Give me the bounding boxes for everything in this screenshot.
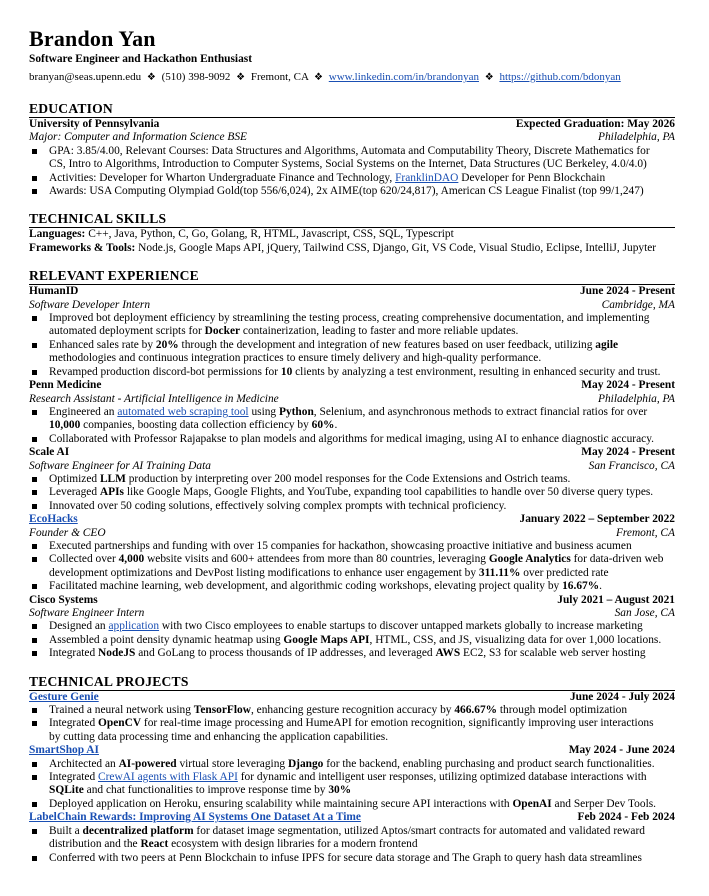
dates: January 2022 – September 2022 bbox=[519, 513, 675, 526]
job-location: Cambridge, MA bbox=[601, 298, 675, 311]
list-item: Optimized LLM production by interpreting over 200 model responses for the Code Extensions and Ostrich teams. bbox=[29, 473, 675, 486]
list-item: Collected over 4,000 website visits and 600+ attendees from more than 80 countries, leveraging Google Analytics for data-driven web development optimizations and DevPost listing modifications to enhance user engagement by 311.11% over predicted rate bbox=[29, 553, 675, 580]
experience-entry-cisco bbox=[29, 594, 675, 661]
education-school-row bbox=[29, 118, 675, 131]
graduation-date: Expected Graduation: May 2026 bbox=[515, 118, 675, 130]
dates: May 2024 - Present bbox=[581, 379, 675, 392]
job-location: Fremont, CA bbox=[615, 526, 675, 539]
list-item: Assembled a point density dynamic heatmap using Google Maps API, HTML, CSS, and JS, visualizing data for over 1,000 locations. bbox=[29, 634, 675, 647]
list-item: Designed an application with two Cisco employees to enable startups to discover untapped markets globally to increase marketing bbox=[29, 620, 675, 633]
candidate-name: Brandon Yan bbox=[29, 26, 156, 51]
projects-section bbox=[29, 675, 675, 865]
company-name: Penn Medicine bbox=[29, 379, 102, 392]
frameworks-line: Frameworks & Tools: Node.js, Google Maps API, jQuery, Tailwind CSS, Django, Git, VS Code, Visual Studio, Eclipse, IntelliJ, Jupyter bbox=[29, 241, 657, 254]
phone: (510) 398-9092 bbox=[161, 71, 231, 83]
company-name: Cisco Systems bbox=[29, 593, 98, 606]
tagline: Software Engineer and Hackathon Enthusiast bbox=[29, 53, 253, 65]
list-item: Architected an AI-powered virtual store leveraging Django for the backend, enabling purchasing and product search functionalities. bbox=[29, 758, 675, 771]
languages-line: Languages: C++, Java, Python, C, Go, Golang, R, HTML, Javascript, CSS, SQL, Typescript bbox=[29, 228, 454, 241]
list-item: Enhanced sales rate by 20% through the development and integration of new features based on user feedback, utilizing agile methodologies and continuous integration practices to ensure timely delivery and high-quality performance. bbox=[29, 339, 675, 366]
dates: Feb 2024 - Feb 2024 bbox=[577, 811, 675, 824]
education-major-row bbox=[29, 131, 675, 144]
experience-entry-ecohacks bbox=[29, 513, 675, 593]
experience-entry-penn bbox=[29, 379, 675, 446]
dates: May 2024 - June 2024 bbox=[568, 744, 675, 757]
project-entry-smartshop bbox=[29, 744, 675, 811]
list-item: Conferred with two peers at Penn Blockchain to infuse IPFS for secure data storage and The Graph to query hash data streamlines bbox=[29, 852, 675, 865]
separator-icon: ❖ bbox=[146, 72, 156, 83]
dates: May 2024 - Present bbox=[581, 446, 675, 459]
franklindao-link[interactable]: FranklinDAO bbox=[395, 171, 459, 184]
section-title-experience: RELEVANT EXPERIENCE bbox=[29, 269, 675, 285]
list-item: Integrated OpenCV for real-time image processing and HumeAPI for emotion recognition, significantly improving user interactions by cutting data processing time and enhancing the application capabilities. bbox=[29, 717, 675, 744]
list-item: GPA: 3.85/4.00, Relevant Courses: Data Structures and Algorithms, Automata and Computability Theory, Discrete Mathematics for CS, Intro to Algorithms, Introduction to Computer Systems, Social Systems on the Internet, Data Structures (UC Berkeley, 4.0/4.0) bbox=[29, 145, 675, 172]
major: Major: Computer and Information Science BSE bbox=[29, 131, 247, 144]
separator-icon: ❖ bbox=[236, 72, 246, 83]
github-link[interactable]: https://github.com/bdonyan bbox=[499, 71, 621, 83]
section-title-education: EDUCATION bbox=[29, 102, 675, 118]
project-link[interactable]: Gesture Genie bbox=[29, 690, 99, 703]
list-item: Activities: Developer for Wharton Undergraduate Finance and Technology, FranklinDAO Developer for Penn Blockchain bbox=[29, 172, 675, 185]
list-item: Leveraged APIs like Google Maps, Google Flights, and YouTube, expanding tool capabilities to handle over 50 diverse query types. bbox=[29, 486, 675, 499]
company-name: HumanID bbox=[29, 285, 79, 298]
job-location: San Francisco, CA bbox=[588, 459, 675, 472]
contact-line bbox=[29, 70, 675, 85]
experience-entry-humanid bbox=[29, 285, 675, 379]
section-title-skills: TECHNICAL SKILLS bbox=[29, 212, 675, 228]
separator-icon: ❖ bbox=[484, 72, 494, 83]
project-entry-gesture bbox=[29, 691, 675, 745]
role: Software Engineer Intern bbox=[29, 607, 145, 619]
skills-section bbox=[29, 212, 675, 255]
list-item: Awards: USA Computing Olympiad Gold(top 556/6,024), 2x AIME(top 620/24,817), American CS League Finalist (top 99/1,247) bbox=[29, 185, 675, 198]
experience-section bbox=[29, 269, 675, 660]
email[interactable]: branyan@seas.upenn.edu bbox=[29, 71, 142, 83]
project-entry-labelchain bbox=[29, 811, 675, 865]
job-location: Philadelphia, PA bbox=[598, 392, 675, 405]
list-item: Collaborated with Professor Rajapakse to plan models and algorithms for medical imaging, using AI to enhance diagnostic accuracy. bbox=[29, 433, 675, 446]
project-link[interactable]: SmartShop AI bbox=[29, 744, 99, 757]
job-location: San Jose, CA bbox=[614, 607, 675, 619]
linkedin-link[interactable]: www.linkedin.com/in/brandonyan bbox=[328, 71, 479, 83]
application-link[interactable]: application bbox=[108, 620, 160, 633]
list-item: Improved bot deployment efficiency by streamlining the testing process, creating comprehensive documentation, and implementing automated deployment scripts for Docker containerization, leading to faster and more reliable updates. bbox=[29, 312, 675, 339]
dates: June 2024 - Present bbox=[579, 285, 675, 298]
section-title-projects: TECHNICAL PROJECTS bbox=[29, 675, 675, 691]
list-item: Trained a neural network using TensorFlow, enhancing gesture recognition accuracy by 466.67% through model optimization bbox=[29, 704, 675, 717]
school-location: Philadelphia, PA bbox=[598, 131, 675, 144]
list-item: Executed partnerships and funding with over 15 companies for hackathon, showcasing proactive initiative and business acumen bbox=[29, 540, 675, 553]
experience-entry-scale bbox=[29, 446, 675, 513]
list-item: Built a decentralized platform for dataset image segmentation, utilized Aptos/smart contracts for automated and validated reward distribution and the React ecosystem with design libraries for a modern frontend bbox=[29, 825, 675, 852]
dates: June 2024 - July 2024 bbox=[569, 690, 675, 703]
company-link[interactable]: EcoHacks bbox=[29, 513, 78, 526]
list-item: Integrated CrewAI agents with Flask API for dynamic and intelligent user responses, utilizing optimized database interactions with SQLite and chat functionalities to improve response time by 30% bbox=[29, 771, 675, 798]
role: Founder & CEO bbox=[29, 526, 106, 539]
scraping-tool-link[interactable]: automated web scraping tool bbox=[117, 405, 249, 418]
crewai-link[interactable]: CrewAI agents with Flask API bbox=[98, 771, 238, 784]
project-link[interactable]: LabelChain Rewards: Improving AI Systems One Dataset At a Time bbox=[29, 811, 361, 824]
company-name: Scale AI bbox=[29, 446, 70, 459]
role: Software Engineer for AI Training Data bbox=[29, 459, 211, 472]
list-item: Engineered an automated web scraping tool using Python, Selenium, and asynchronous methods to extract financial ratios for over 10,000 companies, boosting data collection efficiency by 60%. bbox=[29, 406, 675, 433]
list-item: Integrated NodeJS and GoLang to process thousands of IP addresses, and leveraged AWS EC2, S3 for scalable web server hosting bbox=[29, 647, 675, 660]
role: Software Developer Intern bbox=[29, 298, 151, 311]
list-item: Innovated over 50 coding solutions, effectively solving complex prompts with technical proficiency. bbox=[29, 500, 675, 513]
education-bullets bbox=[29, 145, 675, 199]
list-item: Facilitated machine learning, web development, and algorithmic coding workshops, elevating project quality by 16.67%. bbox=[29, 580, 675, 593]
separator-icon: ❖ bbox=[314, 72, 324, 83]
location: Fremont, CA bbox=[250, 71, 309, 83]
list-item: Revamped production discord-bot permissions for 10 clients by analyzing a test environment, resulting in enhanced security and trust. bbox=[29, 366, 675, 379]
list-item: Deployed application on Heroku, ensuring scalability while maintaining secure API interactions with OpenAI and Serper Dev Tools. bbox=[29, 798, 675, 811]
header bbox=[29, 26, 675, 85]
school-name: University of Pennsylvania bbox=[29, 118, 160, 130]
role: Research Assistant - Artificial Intelligence in Medicine bbox=[29, 392, 279, 405]
dates: July 2021 – August 2021 bbox=[557, 593, 675, 606]
education-section bbox=[29, 102, 675, 198]
